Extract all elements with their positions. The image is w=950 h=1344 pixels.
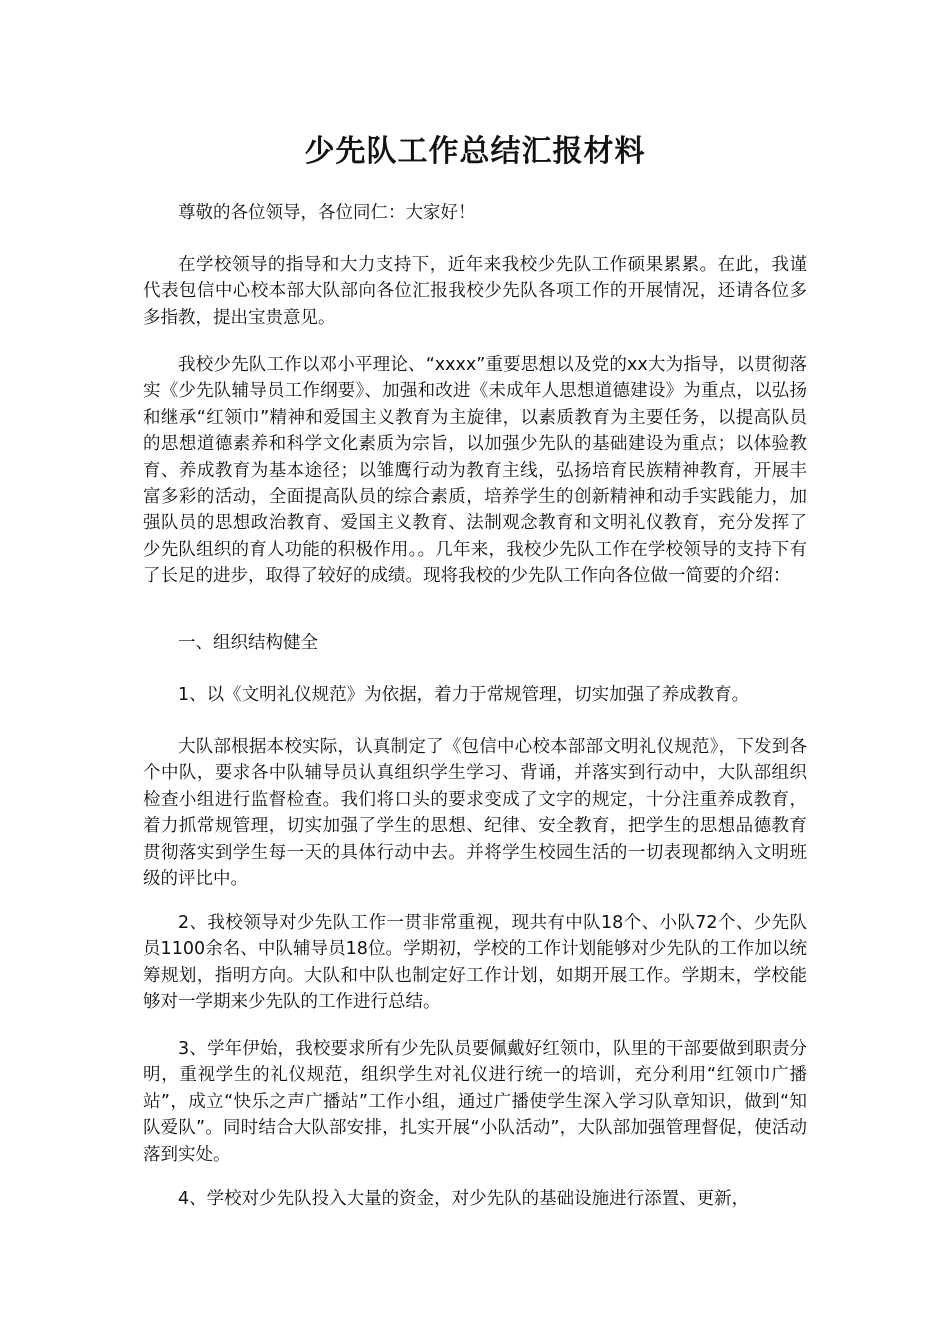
greeting-paragraph: 尊敬的各位领导，各位同仁：大家好！: [178, 203, 476, 223]
item-1-paragraph: 大队部根据本校实际，认真制定了《包信中心校本部部文明礼仪规范》，下发到各个中队，要求各中队辅导员认真组织学生学习、背诵，并落实到行动中，大队部组织检查小组进行监督检查。我们将口头的要求变成了文字的规定，十分注重养成教育，着力抓常规管理，切实加强了学生的思想、纪律、安全教育，把学生的思想品德教育贯彻落实到学生每一天的具体行动中去。并将学生校园生活的一切表现都纳入文明班级的评比中。: [143, 737, 807, 890]
item-3-paragraph: 3、学年伊始，我校要求所有少先队员要佩戴好红领巾，队里的干部要做到职责分明，重视学生的礼仪规范，组织学生对礼仪进行统一的培训，充分利用“红领巾广播站”，成立“快乐之声广播站”工作小组，通过广播使学生深入学习队章知识，做到“知队爱队”。同时结合大队部安排，扎实开展“小队活动”，大队部加强管理督促，使活动落到实处。: [143, 1039, 807, 1165]
intro-paragraph: 在学校领导的指导和大力支持下，近年来我校少先队工作硕果累累。在此，我谨代表包信中心校本部大队部向各位汇报我校少先队各项工作的开展情况，还请各位多多指教，提出宝贵意见。: [143, 255, 807, 328]
item-1-heading: 1、以《文明礼仪规范》为依据，着力于常规管理，切实加强了养成教育。: [178, 685, 750, 705]
guiding-principles-paragraph: 我校少先队工作以邓小平理论、“xxxx”重要思想以及党的xx大为指导，以贯彻落实《少先队辅导员工作纲要》、加强和改进《未成年人思想道德建设》为重点，以弘扬和继承“红领巾”精神和爱国主义教育为主旋律，以素质教育为主要任务，以提高队员的思想道德素养和科学文化素质为宗旨，以加强少先队的基础建设为重点；以体验教育、养成教育为基本途径；以雏鹰行动为教育主线，弘扬培育民族精神教育，开展丰富多彩的活动，全面提高队员的综合素质，培养学生的创新精神和动手实践能力，加强队员的思想政治教育、爱国主义教育、法制观念教育和文明礼仪教育，充分发挥了少先队组织的育人功能的积极作用。。几年来，我校少先队工作在学校领导的支持下有了长足的进步，取得了较好的成绩。现将我校的少先队工作向各位做一简要的介绍：: [143, 355, 807, 587]
item-4-paragraph: 4、学校对少先队投入大量的资金，对少先队的基础设施进行添置、更新，: [178, 1189, 750, 1209]
section-heading-organization: 一、组织结构健全: [178, 633, 318, 653]
document-title: 少先队工作总结汇报材料: [304, 134, 646, 169]
item-2-paragraph: 2、我校领导对少先队工作一贯非常重视，现共有中队18个、小队72个、少先队员1100余名、中队辅导员18位。学期初，学校的工作计划能够对少先队的工作加以统筹规划，指明方向。大队和中队也制定好工作计划，如期开展工作。学期末，学校能够对一学期来少先队的工作进行总结。: [143, 913, 807, 1013]
